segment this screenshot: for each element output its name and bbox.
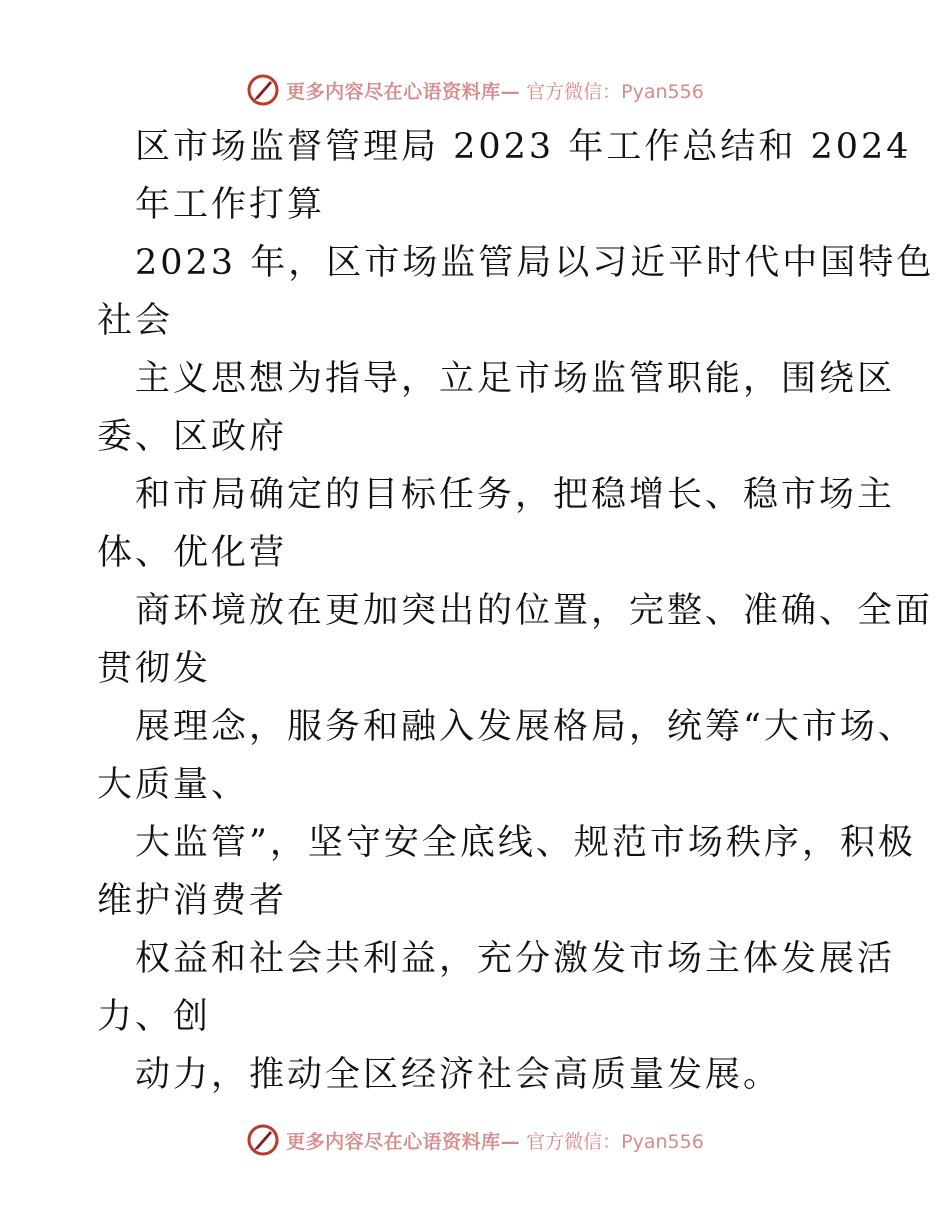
paragraph-line: 大监管”，坚守安全底线、规范市场秩序，积极 — [135, 823, 916, 863]
document-title-line-2: 年工作打算 — [135, 185, 326, 225]
paragraph-line-wrap: 社会 — [97, 301, 174, 341]
header-watermark — [0, 70, 950, 110]
paragraph-line: 主义思想为指导，立足市场监管职能，围绕区 — [135, 359, 896, 399]
paragraph-line-wrap: 力、创 — [97, 997, 212, 1037]
watermark-contact: 官方微信：Pyan556 — [526, 80, 704, 103]
watermark-text: 更多内容尽在心语资料库— — [286, 1130, 521, 1153]
paragraph-line-wrap: 委、区政府 — [97, 417, 288, 457]
paragraph-line: 权益和社会共利益，充分激发市场主体发展活 — [135, 939, 896, 979]
paragraph-line: 动力，推动全区经济社会高质量发展。 — [135, 1055, 782, 1095]
footer-watermark — [0, 1120, 950, 1160]
watermark-contact: 官方微信：Pyan556 — [526, 1130, 704, 1153]
paragraph-line-wrap: 贯彻发 — [97, 649, 212, 689]
paragraph-line: 展理念，服务和融入发展格局，统筹“大市场、 — [135, 707, 916, 747]
document-title-line-1: 区市场监督管理局 2023 年工作总结和 2024 — [135, 127, 912, 167]
watermark-text: 更多内容尽在心语资料库— — [286, 80, 521, 103]
document-body — [97, 118, 935, 1104]
quill-pen-logo-icon — [246, 1123, 280, 1157]
paragraph-line: 2023 年，区市场监管局以习近平时代中国特色 — [135, 243, 935, 283]
paragraph-line: 和市局确定的目标任务，把稳增长、稳市场主 — [135, 475, 896, 515]
paragraph-line-wrap: 大质量、 — [97, 765, 250, 805]
quill-pen-logo-icon — [246, 73, 280, 107]
paragraph-line: 商环境放在更加突出的位置，完整、准确、全面 — [135, 591, 934, 631]
paragraph-line-wrap: 体、优化营 — [97, 533, 288, 573]
paragraph-line-wrap: 维护消费者 — [97, 881, 288, 921]
